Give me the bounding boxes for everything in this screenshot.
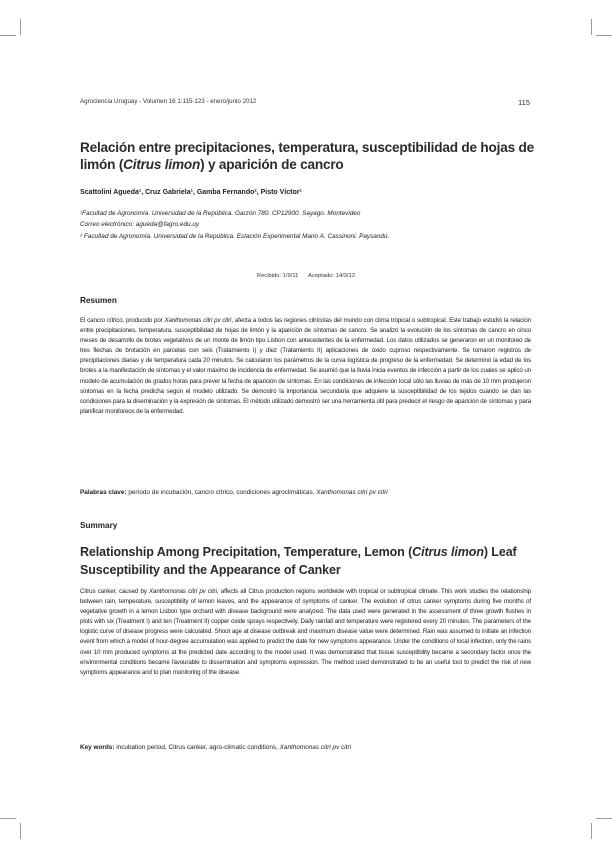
title-english: Relationship Among Precipitation, Temperature, Lemon (Citrus limon) Leaf Susceptibility and the Appearance of Canker — [80, 545, 517, 577]
key-words: Key words: incubation period, Citrus canker, agro-climatic conditions, Xanthomonas citri pv citri — [80, 744, 352, 751]
crop-mark — [596, 818, 612, 819]
received-date: Recibido: 1/9/11 — [256, 273, 299, 279]
running-head — [80, 98, 530, 105]
crop-mark — [591, 19, 592, 35]
accepted-date: Aceptado: 14/3/12 — [308, 273, 356, 279]
palabras-clave: Palabras clave: período de incubación, cancro cítrico, condiciones agroclimáticas, Xanthomonas citri pv citri — [80, 489, 388, 496]
crop-mark — [0, 818, 16, 819]
summary-text: Citrus canker, caused by Xanthomonas citri pv citri, affects all Citrus production regions worldwide with tropical or subtropical climate. This work studies the relationship between rain, temperature, susceptibility of lemon leaves, and the appearance of symptoms of canker. The evolution of citrus canker symptoms during five months of vegetative growth in a lemon Lisbon type orchard with disease background were analyzed. The data used were generated in the assessment of three growth flushes in plots with six (Treatment I) and ten (Treatment II) copper oxide sprays respectively. Daily rainfall and temperature were registered every 20 minutes. The parameters of the logistic curve of disease progress were calculated. Shoot age at disease outbreak and maximum disease value were determined. Rain was assumed to initiate an infection event from which a model of hour-degree accumulation was applied to predict the date for new symptoms appearance. Under the conditions of local infection, only the rains over 10 mm produced symptoms at the predicted date according to the model used. It was demonstrated that tissue susceptibility became a secondary factor once the environmental conditions became favourable to dissemination and symptoms expression. The method used demonstrated to be an useful tool to predict the risk of new symptoms appearance and to plan monitoring of the disease. — [80, 588, 531, 676]
title-spanish: Relación entre precipitaciones, temperatura, susceptibilidad de hojas de limón (Citrus limon) y aparición de cancro — [80, 140, 534, 172]
summary-heading: Summary — [80, 521, 118, 530]
affiliation-1: ¹Facultad de Agronomía. Universidad de la República. Garzón 780. CP12900. Sayago. Montevideo — [80, 210, 361, 217]
crop-mark — [20, 823, 21, 839]
resumen-text: El cancro cítrico, producido por Xanthomonas citri pv citri, afecta a todos las regiones citrícolas del mundo con clima tropical o subtropical. Este trabajo estudió la relación entre precipitaciones, temperatura, susceptibilidad de hojas de limón y la aparición de síntomas de cancro. Se analizó la evolución de los síntomas de cancro en cinco meses de desarrollo de brotes vegetativos de un monte de limón tipo Lisbon con antecedentes de la enfermedad. Los datos utilizados se generaron en un monitoreo de tres flechas de brotación en parcelas con seis (Tratamiento I) y diez (Tratamiento II) aplicaciones de óxido cuproso respectivamente. Se tomaron registros de precipitaciones diarias y de temperatura cada 20 minutos. Se calcularon los parámetros de la curva logística de progreso de la enfermedad. Se determinó la edad de los brotes a la manifestación de síntomas y el valor máximo de incidencia de enfermedad. Se asumió que la lluvia inicia eventos de infección a partir de los cuales se aplicó un modelo de acumulación de grados horas para prever la fecha de aparición de síntomas. En las condiciones de infección local sólo las lluvias de más de 10 mm produjeron síntomas en la fecha predicha según el modelo utilizado. Se demostró la importancia secundaria que adquiere la susceptibilidad de los tejidos cuando se dan las condiciones para la diseminación y la expresión de síntomas. El método utilizado demostró ser una herramienta útil para predecir el riesgo de aparición de síntomas y para planificar monitoreos de la enfermedad. — [80, 317, 531, 415]
authors: Scattolini Agueda¹, Cruz Gabriela¹, Gamba Fernando², Pisto Víctor¹ — [80, 189, 302, 196]
affiliation-2: ² Facultad de Agronomía. Universidad de la República. Estación Experimental Mario A. Cassinoni. Paysandú. — [80, 233, 390, 240]
crop-mark — [591, 823, 592, 839]
received-accepted-dates — [0, 273, 612, 279]
author-email: Correo electrónico: agueda@fagro.edu.uy — [80, 221, 200, 228]
resumen-heading: Resumen — [80, 296, 117, 305]
crop-mark — [0, 35, 16, 36]
page-number: 115 — [518, 98, 530, 107]
journal-citation: Agrociencia Uruguay - Volumen 16 1:115-123 - enero/junio 2012 — [80, 98, 257, 105]
crop-mark — [20, 19, 21, 35]
crop-mark — [596, 35, 612, 36]
